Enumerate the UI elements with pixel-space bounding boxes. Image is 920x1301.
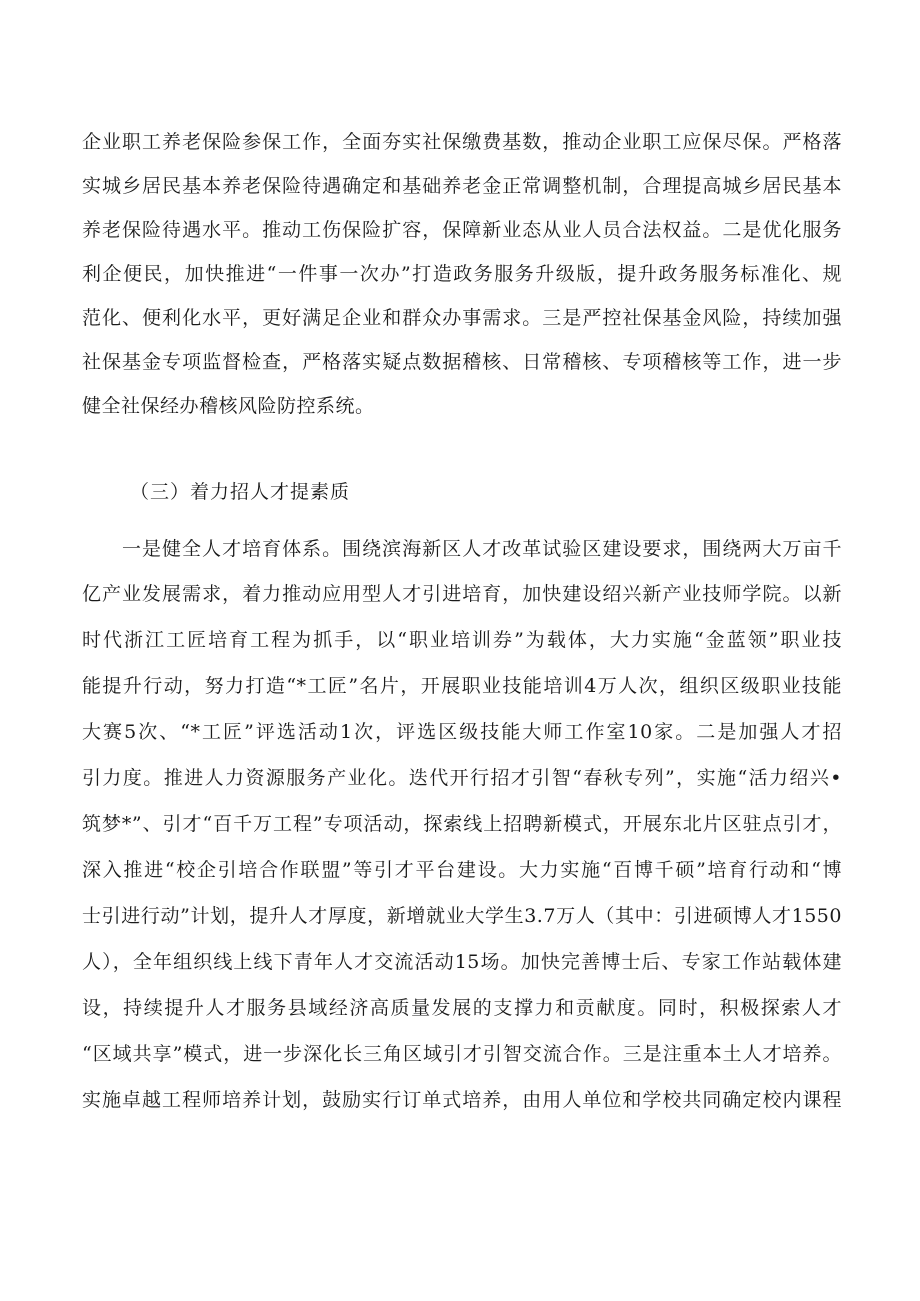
- text-line: 企业职工养老保险参保工作，全面夯实社保缴费基数，推动企业职工应保尽保。严格落: [82, 131, 842, 153]
- text-line: 引力度。推进人力资源服务产业化。迭代开行招才引智“春秋专列”，实施“活力绍兴•: [82, 767, 842, 789]
- text-line: 健全社保经办稽核风险防控系统。: [82, 395, 375, 417]
- section-heading: （三）着力招人才提素质: [130, 481, 351, 503]
- text-line: 设，持续提升人才服务县域经济高质量发展的支撑力和贡献度。同时，积极探索人才: [82, 997, 842, 1019]
- text-line: 大赛5次、“*工匠”评选活动1次，评选区级技能大师工作室10家。二是加强人才招: [82, 721, 842, 743]
- text-line: 筑梦*”、引才“百千万工程”专项活动，探索线上招聘新模式，开展东北片区驻点引才，: [82, 813, 842, 835]
- text-line: 亿产业发展需求，着力推动应用型人才引进培育，加快建设绍兴新产业技师学院。以新: [82, 583, 842, 605]
- text-line: 养老保险待遇水平。推动工伤保险扩容，保障新业态从业人员合法权益。二是优化服务: [82, 219, 842, 241]
- text-line: 深入推进“校企引培合作联盟”等引才平台建设。大力实施“百博千硕”培育行动和“博: [82, 859, 842, 881]
- text-line: 实城乡居民基本养老保险待遇确定和基础养老金正常调整机制，合理提高城乡居民基本: [82, 175, 842, 197]
- text-line: 人），全年组织线上线下青年人才交流活动15场。加快完善博士后、专家工作站载体建: [82, 951, 842, 973]
- text-line: “区域共享”模式，进一步深化长三角区域引才引智交流合作。三是注重本土人才培养。: [82, 1043, 842, 1065]
- text-line: 范化、便利化水平，更好满足企业和群众办事需求。三是严控社保基金风险，持续加强: [82, 307, 842, 329]
- text-line: 利企便民，加快推进“一件事一次办”打造政务服务升级版，提升政务服务标准化、规: [82, 263, 842, 285]
- text-line: 士引进行动”计划，提升人才厚度，新增就业大学生3.7万人（其中：引进硕博人才1550: [82, 905, 842, 927]
- text-line: 社保基金专项监督检查，严格落实疑点数据稽核、日常稽核、专项稽核等工作，进一步: [82, 351, 842, 373]
- text-line: 实施卓越工程师培养计划，鼓励实行订单式培养，由用人单位和学校共同确定校内课程: [82, 1089, 842, 1111]
- text-line: 时代浙江工匠培育工程为抓手，以“职业培训券”为载体，大力实施“金蓝领”职业技: [82, 629, 842, 651]
- text-line: 能提升行动，努力打造“*工匠”名片，开展职业技能培训4万人次，组织区级职业技能: [82, 675, 842, 697]
- text-line: 一是健全人才培育体系。围绕滨海新区人才改革试验区建设要求，围绕两大万亩千: [122, 538, 842, 560]
